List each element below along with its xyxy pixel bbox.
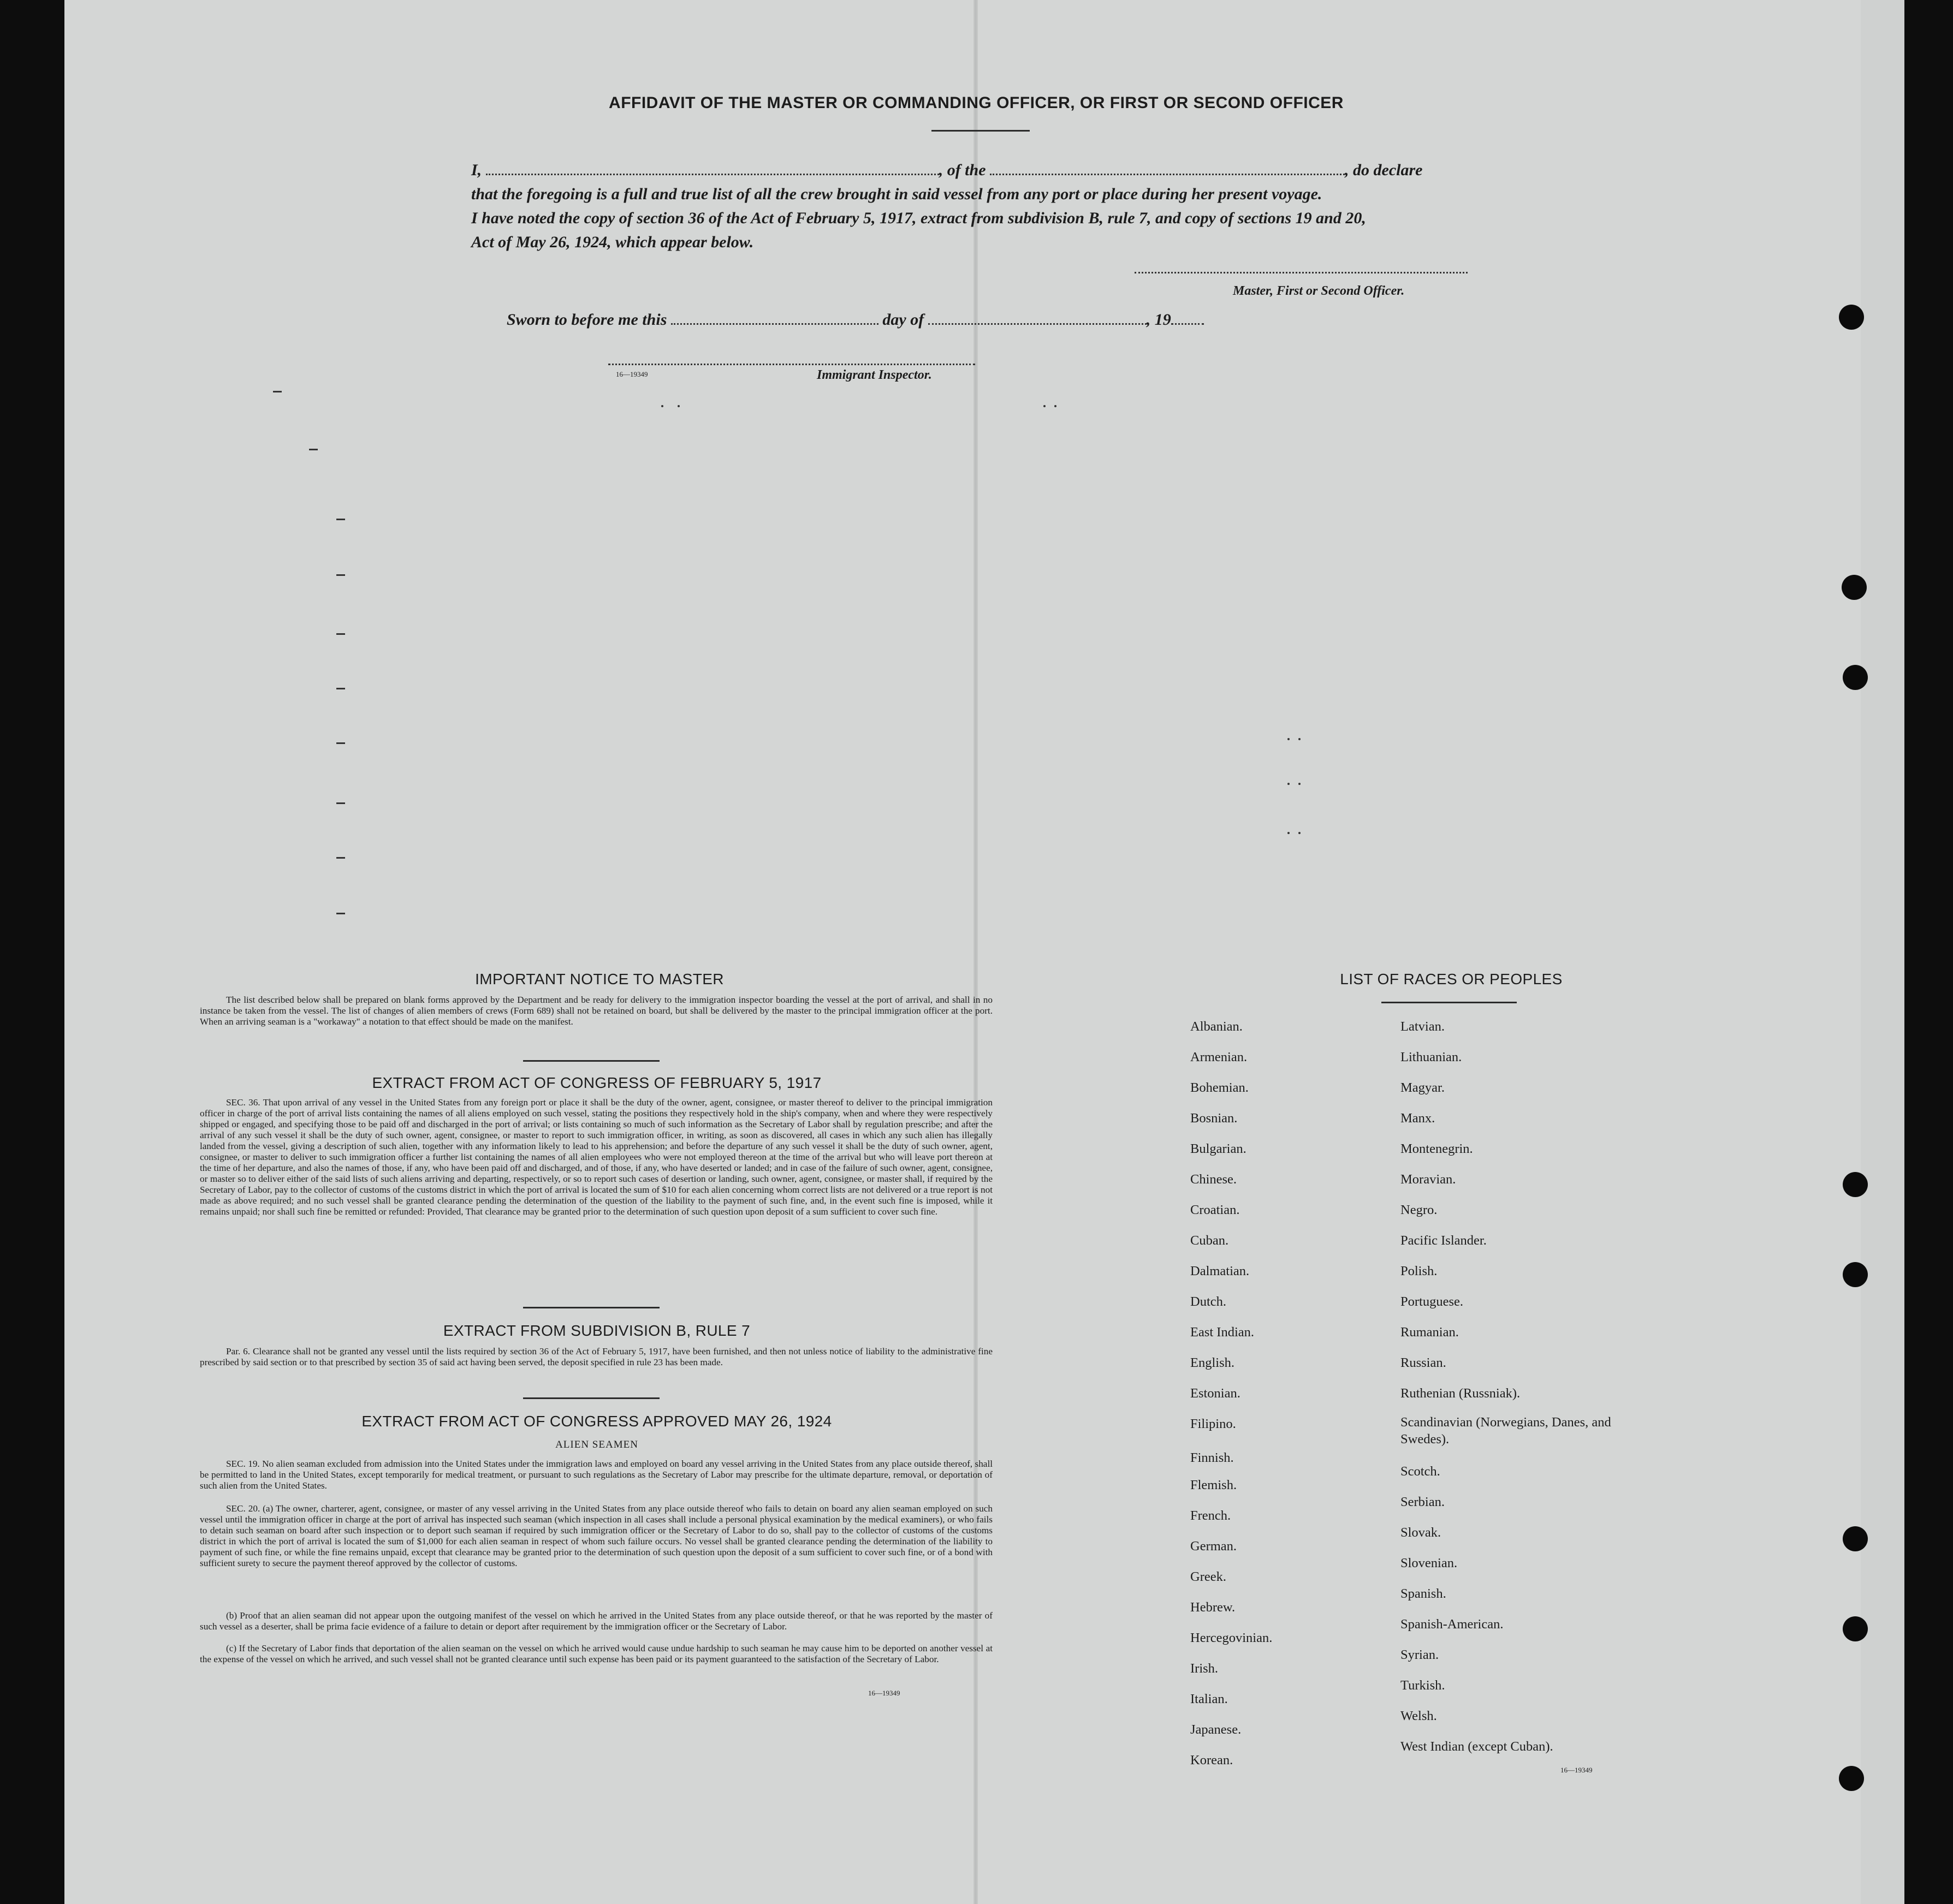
section-rule: [523, 1397, 660, 1399]
race-item: Magyar.: [1400, 1080, 1445, 1095]
punch-hole: [1842, 575, 1867, 600]
sworn-line: [507, 308, 1380, 332]
stray-mark: [1054, 405, 1056, 407]
race-item: Moravian.: [1400, 1172, 1456, 1187]
stray-mark: [1298, 832, 1301, 834]
i-label: I,: [471, 161, 482, 179]
vessel-blank[interactable]: [990, 162, 1345, 175]
races-left-column: [1190, 1011, 1398, 1776]
race-item: Manx.: [1400, 1111, 1435, 1126]
notice-title: IMPORTANT NOTICE TO MASTER: [475, 971, 724, 987]
year-label: , 19: [1146, 311, 1171, 329]
stray-mark: [336, 742, 345, 744]
race-item: Turkish.: [1400, 1678, 1445, 1693]
section-rule: [523, 1060, 660, 1062]
extract-1924-sec20a: SEC. 20. (a) The owner, charterer, agent, consignee, or master of any vessel arriving in the United States from any place outside thereof who fails to detain on board any alien seaman employed on such vessel until the immigration officer in charge at the port of arrival has inspected such seaman (which inspection in all cases shall include a personal physical examination by the medical examiners), or who fails to detain such seaman on board after such inspection or to deport such seaman if required by such immigration officer or the Secretary of Labor to do so, shall pay to the collector of customs of the customs district in which the port of arrival is located the sum of $1,000 for each alien seaman in respect of whom such failure occurs. No vessel shall be granted clearance pending the determination of the liability to payment of such fine, or while the fine remains unpaid, except that clearance may be granted prior to the determination of such question upon the deposit of a sum sufficient to cover such fine, or of a bond with sufficient surety to secure the payment thereof approved by the collector of customs.: [200, 1503, 993, 1568]
race-item: Pacific Islander.: [1400, 1233, 1487, 1248]
races-right-column: [1400, 1011, 1684, 1762]
race-item: Chinese.: [1190, 1172, 1237, 1187]
race-item: Irish.: [1190, 1661, 1219, 1676]
race-item: Bulgarian.: [1190, 1141, 1246, 1156]
races-title: LIST OF RACES OR PEOPLES: [1340, 971, 1563, 987]
race-item: Italian.: [1190, 1692, 1228, 1706]
stray-mark: [273, 391, 282, 392]
race-item: Korean.: [1190, 1753, 1233, 1768]
signature-label: Master, First or Second Officer.: [1233, 284, 1405, 298]
stray-mark: [1287, 738, 1290, 740]
punch-hole: [1839, 1766, 1864, 1791]
race-item: West Indian (except Cuban).: [1400, 1739, 1553, 1754]
stray-mark: [336, 913, 345, 914]
extract-1917-title: EXTRACT FROM ACT OF CONGRESS OF FEBRUARY 5, 1917: [372, 1074, 822, 1091]
sworn-label: Sworn to before me this: [507, 311, 667, 329]
extract-rule7-title: EXTRACT FROM SUBDIVISION B, RULE 7: [443, 1322, 751, 1339]
extract-rule7-text: Par. 6. Clearance shall not be granted any vessel until the lists required by section 36 of the Act of February 5, 1917, have been furnished, and then not unless notice of liability to the administrative fine prescribed by said section or to that prescribed by section 35 of said act having been served, the deposit specified in rule 23 has been made.: [200, 1346, 993, 1367]
race-item: Scotch.: [1400, 1464, 1440, 1479]
race-item: Filipino.: [1190, 1417, 1236, 1431]
punch-hole: [1843, 665, 1868, 690]
race-item: Estonian.: [1190, 1386, 1240, 1401]
punch-hole: [1839, 305, 1864, 330]
affidavit-title: AFFIDAVIT OF THE MASTER OR COMMANDING OFFICER, OR FIRST OR SECOND OFFICER: [609, 94, 1344, 112]
race-item: Flemish.: [1190, 1478, 1237, 1492]
stray-mark: [336, 633, 345, 635]
inspector-signature-line[interactable]: [608, 364, 975, 365]
stray-mark: [1298, 738, 1301, 740]
race-item: East Indian.: [1190, 1325, 1255, 1340]
race-item: German.: [1190, 1539, 1237, 1554]
race-item: Russian.: [1400, 1355, 1446, 1370]
race-item: Croatian.: [1190, 1203, 1240, 1217]
stray-mark: [678, 405, 680, 407]
race-item: Negro.: [1400, 1203, 1438, 1217]
punch-hole: [1843, 1526, 1868, 1551]
affidavit-line-4: Act of May 26, 1924, which appear below.: [471, 233, 754, 251]
race-item: Bohemian.: [1190, 1080, 1249, 1095]
stray-mark: [336, 519, 345, 520]
extract-1924-sec20b: (b) Proof that an alien seaman did not appear upon the outgoing manifest of the vessel on which he arrived in the United States from any place outside thereof, or that he was reported by the master of such vessel as a deserter, shall be prima facie evidence of a failure to detain or deport after requirement by the immigration officer or the Secretary of Labor.: [200, 1610, 993, 1632]
stray-mark: [1287, 783, 1290, 785]
punch-hole: [1843, 1262, 1868, 1287]
extract-form-number: 16—19349: [868, 1689, 900, 1697]
punch-hole: [1843, 1616, 1868, 1641]
stray-mark: [336, 574, 345, 576]
affidavit-line-3: I have noted the copy of section 36 of the Act of February 5, 1917, extract from subdivision B, rule 7, and copy of sections 19 and 20,: [471, 209, 1366, 227]
section-rule: [523, 1307, 660, 1308]
sworn-year-blank[interactable]: [1171, 311, 1204, 325]
race-item: Serbian.: [1400, 1495, 1445, 1509]
day-of-label: day of: [882, 311, 924, 329]
race-item: Dutch.: [1190, 1294, 1226, 1309]
title-rule: [931, 130, 1030, 132]
race-item: Portuguese.: [1400, 1294, 1463, 1309]
race-item: Montenegrin.: [1400, 1141, 1473, 1156]
race-item: Greek.: [1190, 1569, 1226, 1584]
race-item: Armenian.: [1190, 1050, 1248, 1064]
extract-1917-text: SEC. 36. That upon arrival of any vessel in the United States from any foreign port or place it shall be the duty of the owner, agent, consignee, or master thereof to deliver to the principal immigration officer in charge of the port of arrival lists containing the names of all aliens employed on such vessel, stating the positions they respectively hold in the ship's company, when and where they were respectively shipped or engaged, and specifying those to be paid off and discharged in the port of arrival; or lists containing so much of such information as the Secretary of Labor shall by regulation prescribe; and after the arrival of any such vessel it shall be the duty of such owner, agent, consignee, or master to report to such immigration officer, in writing, as soon as discovered, all cases in which any such alien has illegally landed from the vessel, giving a description of such alien, together with any information likely to lead to his apprehension; and before the departure of any such vessel it shall be the duty of such owner, agent, consignee, or master to deliver to such immigration officer a further list containing the names of all alien employees who were not employed thereon at the time of the arrival but who will leave port thereon at the time of her departure, and also the names of those, if any, who have been paid off and discharged, and of those, if any, who have deserted or landed; and in case of the failure of such owner, agent, consignee, or master so to deliver either of the said lists of such aliens arriving and departing, respectively, or so to report such cases of desertion or landing, such owner, agent, consignee, or master shall, if required by the Secretary of Labor, pay to the collector of customs of the customs district in which the port of arrival is located the sum of $10 for each alien concerning whom correct lists are not delivered or a true report is not made as above required; and no such vessel shall be granted clearance pending the determination of the question of the liability to the payment of such fine, and, in the event such fine is imposed, while it remains unpaid; nor shall such fine be remitted or refunded: Provided, That clearance may be granted prior to the determination of such question upon deposit of a sum sufficient to cover such fine.: [200, 1097, 993, 1217]
race-item: Finnish.: [1190, 1450, 1234, 1465]
race-item: Syrian.: [1400, 1647, 1439, 1662]
sworn-day-blank[interactable]: [671, 311, 878, 325]
stray-mark: [1043, 405, 1046, 407]
race-item: English.: [1190, 1355, 1234, 1370]
race-item: Japanese.: [1190, 1722, 1242, 1737]
stray-mark: [661, 405, 663, 407]
race-item: Rumanian.: [1400, 1325, 1459, 1340]
race-item: Polish.: [1400, 1264, 1438, 1278]
stray-mark: [309, 449, 318, 450]
sworn-month-blank[interactable]: [928, 311, 1147, 325]
race-item: Latvian.: [1400, 1019, 1445, 1034]
race-item: Welsh.: [1400, 1709, 1437, 1723]
extract-1924-title: EXTRACT FROM ACT OF CONGRESS APPROVED MAY 26, 1924: [361, 1413, 832, 1430]
notice-text: The list described below shall be prepared on blank forms approved by the Department and be ready for delivery to the immigration inspector boarding the vessel at the port of arrival, and shall in no instance be taken from the vessel. The list of changes of alien members of crews (Form 689) shall not be retained on board, but shall be delivered by the master to the principal immigration officer at the port. When an arriving seaman is a "workaway" a notation to that effect should be made on the manifest.: [200, 995, 993, 1027]
race-item: Hebrew.: [1190, 1600, 1236, 1615]
inspector-label: Immigrant Inspector.: [817, 368, 932, 382]
do-declare-label: , do declare: [1345, 161, 1423, 179]
race-item: Bosnian.: [1190, 1111, 1238, 1126]
alien-seamen-subtitle: ALIEN SEAMEN: [555, 1439, 638, 1450]
name-blank[interactable]: [486, 162, 939, 175]
form-number: 16—19349: [616, 370, 648, 378]
race-item: French.: [1190, 1508, 1231, 1523]
stray-mark: [336, 688, 345, 689]
race-item: Cuban.: [1190, 1233, 1229, 1248]
race-item: Albanian.: [1190, 1019, 1243, 1034]
race-item: Lithuanian.: [1400, 1050, 1462, 1064]
races-rule: [1381, 1002, 1517, 1003]
extract-1924-sec19: SEC. 19. No alien seaman excluded from admission into the United States under the immigration laws and employed on board any vessel arriving in the United States from any place outside thereof, shall be permitted to land in the United States, except temporarily for medical treatment, or pursuant to such regulations as the Secretary of Labor may prescribe for the ultimate departure, removal, or deportation of such alien from the United States.: [200, 1459, 993, 1491]
race-item: Spanish-American.: [1400, 1617, 1504, 1632]
race-item: Hercegovinian.: [1190, 1631, 1273, 1645]
stray-mark: [1287, 832, 1290, 834]
document-sheet: [64, 0, 1904, 1904]
extract-1924-sec20c: (c) If the Secretary of Labor finds that deportation of the alien seaman on the vessel on which he arrived would cause undue hardship to such seaman he may cause him to be deported on another vessel at the expense of the vessel on which he arrived, and such vessel shall not be granted clearance until such expense has been paid or its payment guaranteed to the satisfaction of the Secretary of Labor.: [200, 1643, 993, 1664]
race-item: Ruthenian (Russniak).: [1400, 1386, 1521, 1401]
race-item: Slovenian.: [1400, 1556, 1458, 1570]
signature-line[interactable]: [1135, 272, 1468, 273]
paper-edge: [1861, 0, 1904, 1904]
races-form-number: 16—19349: [1560, 1766, 1593, 1774]
race-item: Slovak.: [1400, 1525, 1441, 1540]
race-item: Scandinavian (Norwegians, Danes, and Swedes).: [1400, 1415, 1611, 1447]
affidavit-line-1: [471, 158, 1454, 182]
stray-mark: [336, 802, 345, 804]
affidavit-line-2: that the foregoing is a full and true list of all the crew brought in said vessel from any port or place during her present voyage.: [471, 185, 1322, 203]
stray-mark: [1298, 783, 1301, 785]
stray-mark: [336, 857, 345, 859]
punch-hole: [1843, 1172, 1868, 1197]
of-the-label: , of the: [939, 161, 986, 179]
race-item: Spanish.: [1400, 1586, 1446, 1601]
race-item: Dalmatian.: [1190, 1264, 1250, 1278]
